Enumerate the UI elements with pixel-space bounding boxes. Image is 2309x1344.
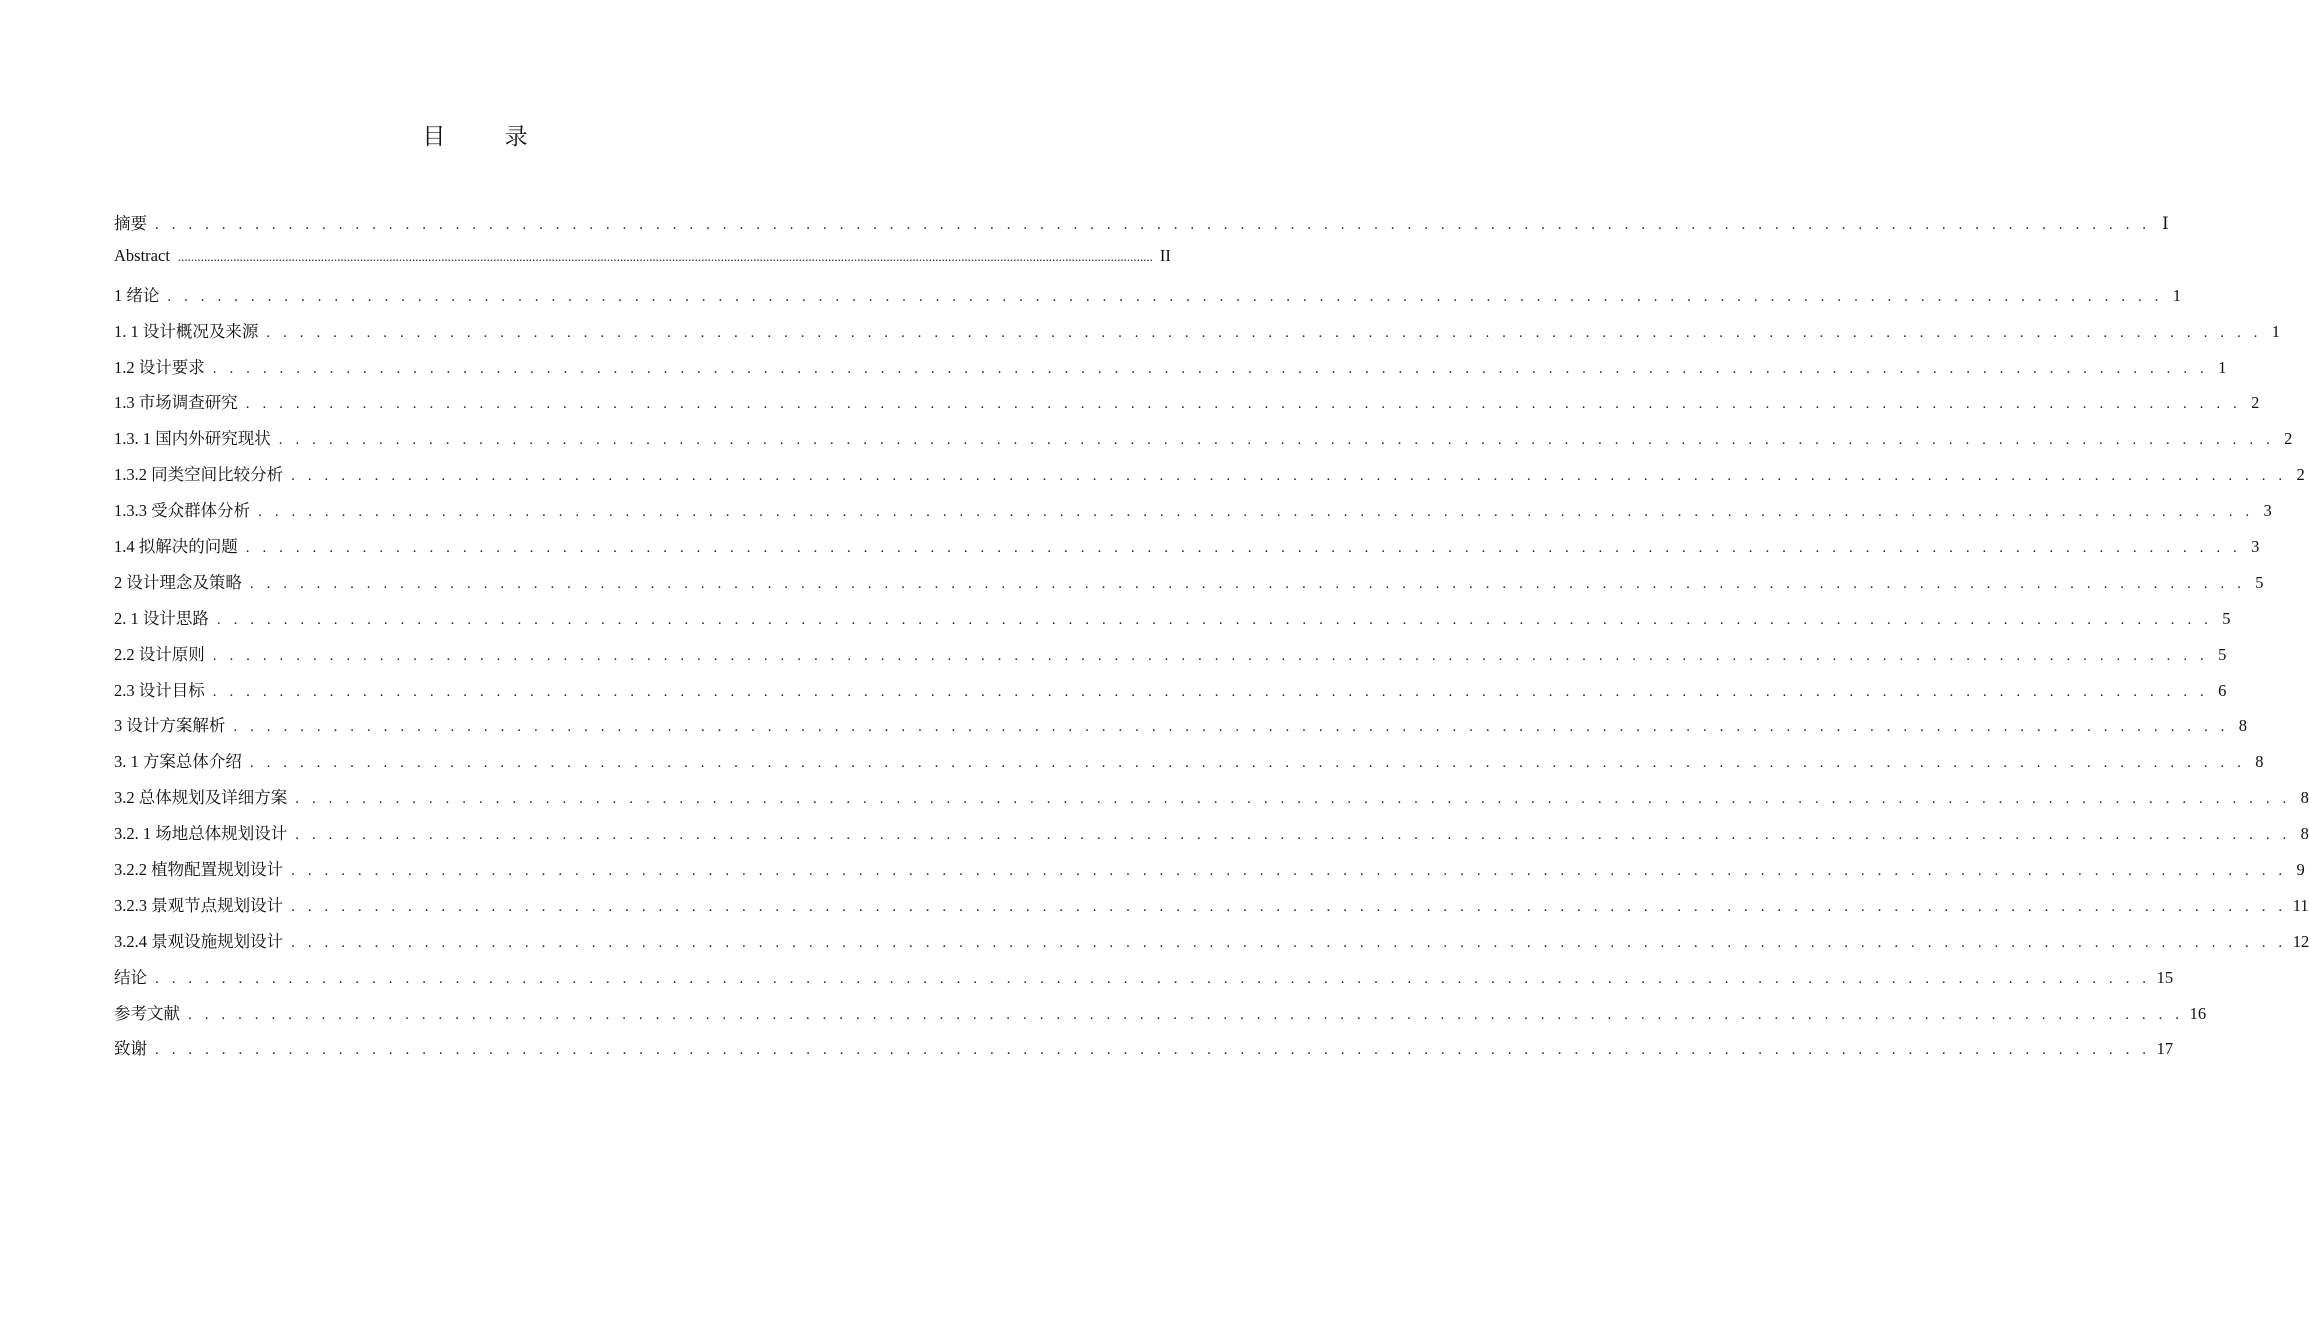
- toc-title: 目 录: [422, 124, 554, 150]
- toc-entry-label: 1.3.2 同类空间比较分析: [114, 465, 284, 485]
- dot-leader: . . . . . . . . . . . . . . . . . . . . . . . . . . . . . . . . . . . . . . . . . . . . . . . . . . . . . . . . . . . . . . . . . . . . . . . . . . . . . . . . . . . . . . . . . . . . . . . . . . . . . . . . . . . . . . . . . . . . . . . .: [291, 468, 2287, 485]
- toc-entry[interactable]: [114, 928, 2309, 964]
- dot-leader: . . . . . . . . . . . . . . . . . . . . . . . . . . . . . . . . . . . . . . . . . . . . . . . . . . . . . . . . . . . . . . . . . . . . . . . . . . . . . . . . . . . . . . . . . . . . . . . . . . . . . . . . . . . . . . . . . . . . . . . .: [249, 575, 2246, 592]
- dot-leader: . . . . . . . . . . . . . . . . . . . . . . . . . . . . . . . . . . . . . . . . . . . . . . . . . . . . . . . . . . . . . . . . . . . . . . . . . . . . . . . . . . . . . . . . . . . . . . . . . . . . . . . . . . . . . . . . . . . . . . . .: [167, 288, 2164, 305]
- toc-entry-label: 2.3 设计目标: [114, 680, 205, 700]
- toc-entry-page-number: 5: [2218, 644, 2227, 664]
- toc-entry-page-number: 8: [2255, 752, 2264, 772]
- toc-entry-page-number: 2: [2296, 465, 2305, 485]
- toc-entry-label: 1.4 拟解决的问题: [114, 537, 238, 557]
- toc-entry-page-number: 12: [2292, 931, 2309, 951]
- dot-leader: . . . . . . . . . . . . . . . . . . . . . . . . . . . . . . . . . . . . . . . . . . . . . . . . . . . . . . . . . . . . . . . . . . . . . . . . . . . . . . . . . . . . . . . . . . . . . . . . . . . . . . . . . . . . . . . . . . . . . . . .: [266, 324, 2263, 341]
- dot-leader: . . . . . . . . . . . . . . . . . . . . . . . . . . . . . . . . . . . . . . . . . . . . . . . . . . . . . . . . . . . . . . . . . . . . . . . . . . . . . . . . . . . . . . . . . . . . . . . . . . . . . . . . . . . . . . . . . . . . . . . .: [155, 970, 2151, 987]
- toc-entry[interactable]: [114, 461, 2305, 497]
- dot-leader: ............................................................................................................................................................................................................................................................................................................: [177, 248, 1153, 264]
- toc-entry-page-number: 9: [2296, 860, 2305, 880]
- toc-entry[interactable]: [114, 677, 2227, 713]
- dot-leader: . . . . . . . . . . . . . . . . . . . . . . . . . . . . . . . . . . . . . . . . . . . . . . . . . . . . . . . . . . . . . . . . . . . . . . . . . . . . . . . . . . . . . . . . . . . . . . . . . . . . . . . . . . . . . . . . . . . . . . . .: [212, 647, 2209, 664]
- toc-entry-label: 1.3. 1 国内外研究现状: [114, 429, 271, 449]
- toc-entry[interactable]: [114, 245, 1171, 282]
- toc-entry-label: 2 设计理念及策略: [114, 572, 242, 592]
- toc-entry[interactable]: [114, 784, 2309, 820]
- toc-entry-label: 3. 1 方案总体介绍: [114, 752, 242, 772]
- toc-entry-label: 3 设计方案解析: [114, 716, 226, 736]
- toc-entry-label: 结论: [114, 967, 147, 987]
- toc-entry-page-number: II: [1159, 245, 1171, 265]
- toc-entry[interactable]: [114, 748, 2264, 784]
- toc-entry[interactable]: [114, 533, 2260, 569]
- toc-entry[interactable]: [114, 389, 2260, 425]
- dot-leader: . . . . . . . . . . . . . . . . . . . . . . . . . . . . . . . . . . . . . . . . . . . . . . . . . . . . . . . . . . . . . . . . . . . . . . . . . . . . . . . . . . . . . . . . . . . . . . . . . . . . . . . . . . . . . . . . . . . . . . . .: [291, 898, 2287, 915]
- toc-entry-page-number: 1: [2218, 357, 2227, 377]
- toc-entry[interactable]: [114, 892, 2309, 928]
- toc-entry-label: 摘要: [114, 214, 147, 233]
- toc-entry-label: 1.3 市场调查研究: [114, 393, 238, 413]
- toc-entry[interactable]: [114, 354, 2227, 390]
- dot-leader: . . . . . . . . . . . . . . . . . . . . . . . . . . . . . . . . . . . . . . . . . . . . . . . . . . . . . . . . . . . . . . . . . . . . . . . . . . . . . . . . . . . . . . . . . . . . . . . . . . . . . . . . . . . . . . . . . . . . . . . .: [245, 540, 2242, 557]
- toc-entry-label: 1 绪论: [114, 285, 160, 305]
- toc-entry[interactable]: [114, 497, 2272, 533]
- toc-entry-page-number: 6: [2218, 680, 2227, 700]
- dot-leader: . . . . . . . . . . . . . . . . . . . . . . . . . . . . . . . . . . . . . . . . . . . . . . . . . . . . . . . . . . . . . . . . . . . . . . . . . . . . . . . . . . . . . . . . . . . . . . . . . . . . . . . . . . . . . . . . . . . . . . . .: [295, 827, 2291, 844]
- toc-entry[interactable]: [114, 641, 2227, 677]
- toc-entry-page-number: 3: [2251, 537, 2260, 557]
- toc-entry-page-number: 1: [2271, 321, 2281, 341]
- toc-entry[interactable]: [114, 210, 2169, 246]
- toc-entry-page-number: Ⅰ: [2162, 214, 2169, 233]
- toc-entry[interactable]: [114, 964, 2174, 1000]
- toc-entry-label: 2. 1 设计思路: [114, 608, 209, 628]
- dot-leader: . . . . . . . . . . . . . . . . . . . . . . . . . . . . . . . . . . . . . . . . . . . . . . . . . . . . . . . . . . . . . . . . . . . . . . . . . . . . . . . . . . . . . . . . . . . . . . . . . . . . . . . . . . . . . . . . . . . . . . . .: [155, 1042, 2151, 1059]
- toc-entry-page-number: 2: [2284, 429, 2293, 449]
- dot-leader: . . . . . . . . . . . . . . . . . . . . . . . . . . . . . . . . . . . . . . . . . . . . . . . . . . . . . . . . . . . . . . . . . . . . . . . . . . . . . . . . . . . . . . . . . . . . . . . . . . . . . . . . . . . . . . . . . . . . . . . .: [155, 217, 2151, 233]
- dot-leader: . . . . . . . . . . . . . . . . . . . . . . . . . . . . . . . . . . . . . . . . . . . . . . . . . . . . . . . . . . . . . . . . . . . . . . . . . . . . . . . . . . . . . . . . . . . . . . . . . . . . . . . . . . . . . . . . . . . . . . . .: [249, 755, 2246, 772]
- toc-entry-page-number: 17: [2156, 1039, 2174, 1059]
- toc-entry-page-number: 5: [2255, 572, 2264, 592]
- toc-entry[interactable]: [114, 605, 2231, 641]
- toc-entry-page-number: 5: [2222, 608, 2231, 628]
- toc-entry-page-number: 3: [2263, 501, 2272, 521]
- toc-entry[interactable]: [114, 1035, 2174, 1071]
- toc-entry-label: 1.2 设计要求: [114, 357, 205, 377]
- toc-entry-label: 3.2.2 植物配置规划设计: [114, 860, 284, 880]
- toc-entry-page-number: 15: [2156, 967, 2174, 987]
- toc-entry-label: 2.2 设计原则: [114, 644, 205, 664]
- toc-entry-label: 1. 1 设计概况及来源: [114, 321, 259, 341]
- toc-entry-page-number: 11: [2292, 895, 2309, 915]
- dot-leader: . . . . . . . . . . . . . . . . . . . . . . . . . . . . . . . . . . . . . . . . . . . . . . . . . . . . . . . . . . . . . . . . . . . . . . . . . . . . . . . . . . . . . . . . . . . . . . . . . . . . . . . . . . . . . . . . . . . . . . . .: [278, 432, 2275, 449]
- toc-entry-label: 3.2 总体规划及详细方案: [114, 788, 288, 808]
- toc-entry-label: 3.2.4 景观设施规划设计: [114, 931, 284, 951]
- toc-entry-page-number: 16: [2189, 1003, 2207, 1023]
- toc-entry[interactable]: [114, 820, 2309, 856]
- toc-entry[interactable]: [114, 425, 2293, 461]
- dot-leader: . . . . . . . . . . . . . . . . . . . . . . . . . . . . . . . . . . . . . . . . . . . . . . . . . . . . . . . . . . . . . . . . . . . . . . . . . . . . . . . . . . . . . . . . . . . . . . . . . . . . . . . . . . . . . . . . . . . . . . . .: [258, 504, 2254, 521]
- toc-entry-page-number: 8: [2238, 716, 2248, 736]
- dot-leader: . . . . . . . . . . . . . . . . . . . . . . . . . . . . . . . . . . . . . . . . . . . . . . . . . . . . . . . . . . . . . . . . . . . . . . . . . . . . . . . . . . . . . . . . . . . . . . . . . . . . . . . . . . . . . . . . . . . . . . . .: [216, 611, 2213, 628]
- toc-entry-page-number: 2: [2251, 393, 2260, 413]
- toc-entry-label: Abstract: [114, 245, 170, 265]
- dot-leader: . . . . . . . . . . . . . . . . . . . . . . . . . . . . . . . . . . . . . . . . . . . . . . . . . . . . . . . . . . . . . . . . . . . . . . . . . . . . . . . . . . . . . . . . . . . . . . . . . . . . . . . . . . . . . . . . . . . . . . . .: [212, 360, 2209, 377]
- toc-entry-page-number: 8: [2300, 788, 2309, 808]
- toc-entry[interactable]: [114, 569, 2264, 605]
- dot-leader: . . . . . . . . . . . . . . . . . . . . . . . . . . . . . . . . . . . . . . . . . . . . . . . . . . . . . . . . . . . . . . . . . . . . . . . . . . . . . . . . . . . . . . . . . . . . . . . . . . . . . . . . . . . . . . . . . . . . . . . .: [188, 1006, 2184, 1023]
- toc-entry[interactable]: [114, 282, 2182, 318]
- toc-entry-page-number: 1: [2172, 285, 2182, 305]
- toc-entry-label: 致谢: [114, 1039, 147, 1059]
- dot-leader: . . . . . . . . . . . . . . . . . . . . . . . . . . . . . . . . . . . . . . . . . . . . . . . . . . . . . . . . . . . . . . . . . . . . . . . . . . . . . . . . . . . . . . . . . . . . . . . . . . . . . . . . . . . . . . . . . . . . . . . .: [212, 683, 2209, 700]
- toc-entry[interactable]: [114, 712, 2248, 748]
- toc-entry-label: 3.2.3 景观节点规划设计: [114, 895, 284, 915]
- toc-entry-page-number: 8: [2300, 824, 2309, 844]
- dot-leader: . . . . . . . . . . . . . . . . . . . . . . . . . . . . . . . . . . . . . . . . . . . . . . . . . . . . . . . . . . . . . . . . . . . . . . . . . . . . . . . . . . . . . . . . . . . . . . . . . . . . . . . . . . . . . . . . . . . . . . . .: [291, 863, 2287, 880]
- dot-leader: . . . . . . . . . . . . . . . . . . . . . . . . . . . . . . . . . . . . . . . . . . . . . . . . . . . . . . . . . . . . . . . . . . . . . . . . . . . . . . . . . . . . . . . . . . . . . . . . . . . . . . . . . . . . . . . . . . . . . . . .: [295, 791, 2291, 808]
- toc-entry[interactable]: [114, 318, 2281, 354]
- toc-entry[interactable]: [114, 1000, 2207, 1036]
- dot-leader: . . . . . . . . . . . . . . . . . . . . . . . . . . . . . . . . . . . . . . . . . . . . . . . . . . . . . . . . . . . . . . . . . . . . . . . . . . . . . . . . . . . . . . . . . . . . . . . . . . . . . . . . . . . . . . . . . . . . . . . .: [233, 719, 2230, 736]
- toc-entry-label: 3.2. 1 场地总体规划设计: [114, 824, 288, 844]
- toc-list: [114, 210, 2309, 1071]
- dot-leader: . . . . . . . . . . . . . . . . . . . . . . . . . . . . . . . . . . . . . . . . . . . . . . . . . . . . . . . . . . . . . . . . . . . . . . . . . . . . . . . . . . . . . . . . . . . . . . . . . . . . . . . . . . . . . . . . . . . . . . . .: [245, 396, 2242, 413]
- dot-leader: . . . . . . . . . . . . . . . . . . . . . . . . . . . . . . . . . . . . . . . . . . . . . . . . . . . . . . . . . . . . . . . . . . . . . . . . . . . . . . . . . . . . . . . . . . . . . . . . . . . . . . . . . . . . . . . . . . . . . . . .: [291, 934, 2287, 951]
- toc-entry-label: 1.3.3 受众群体分析: [114, 501, 251, 521]
- toc-entry[interactable]: [114, 856, 2305, 892]
- toc-entry-label: 参考文献: [114, 1003, 180, 1023]
